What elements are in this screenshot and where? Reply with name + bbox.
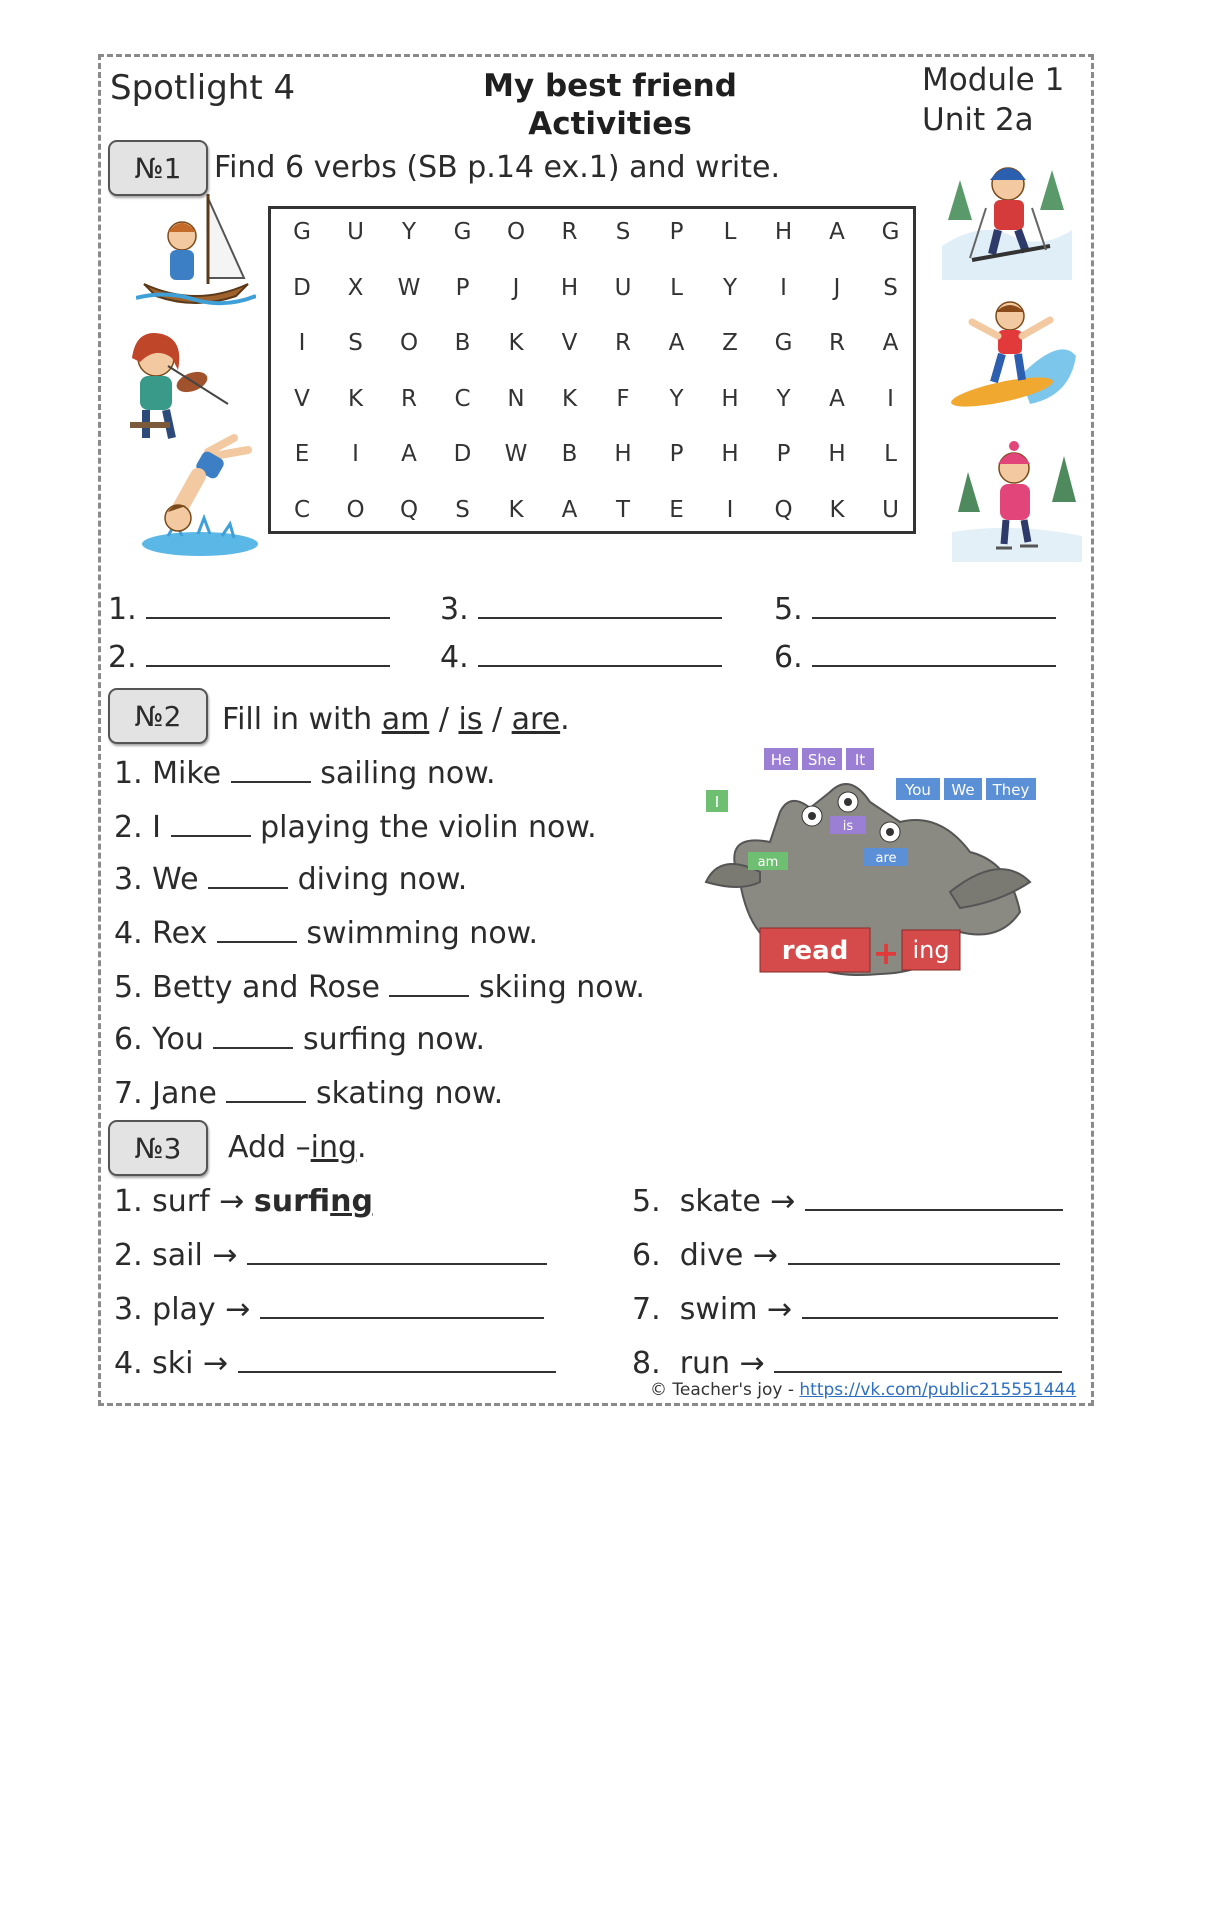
violin-girl-illustration	[106, 318, 236, 448]
task3-item[interactable]: 8. run →	[632, 1346, 1062, 1381]
grid-letter[interactable]: H	[774, 219, 793, 245]
grid-letter[interactable]: G	[453, 219, 472, 245]
grid-letter[interactable]: U	[614, 274, 632, 301]
task2-item[interactable]: 6. You surfing now.	[114, 1022, 486, 1057]
grid-letter[interactable]: S	[455, 496, 470, 523]
task1-answer-1[interactable]: 1.	[108, 592, 390, 627]
skating-girl-illustration	[952, 432, 1082, 562]
grid-letter[interactable]: H	[721, 441, 739, 467]
grid-letter[interactable]: H	[721, 385, 739, 412]
grid-letter[interactable]: U	[347, 219, 364, 245]
task1-badge: №1	[108, 140, 208, 196]
grid-letter[interactable]: K	[561, 385, 578, 412]
grid-letter[interactable]: I	[352, 441, 359, 467]
grid-letter[interactable]: K	[829, 496, 845, 523]
page-subtitle: Activities	[528, 106, 692, 142]
grid-letter[interactable]: T	[615, 496, 631, 523]
task2-item[interactable]: 7. Jane skating now.	[114, 1076, 504, 1111]
grid-letter[interactable]: C	[454, 385, 471, 412]
footer-link[interactable]: https://vk.com/public215551444	[799, 1380, 1077, 1400]
grid-letter[interactable]: J	[512, 274, 520, 301]
task1-answer-3[interactable]: 3.	[440, 592, 722, 627]
page-title: My best friend	[483, 68, 737, 104]
grid-letter[interactable]: W	[504, 441, 528, 467]
grid-letter[interactable]: X	[347, 274, 364, 301]
pronoun-we: We	[951, 781, 975, 799]
word-search-grid	[268, 206, 916, 534]
grid-letter[interactable]: L	[884, 441, 897, 467]
grid-letter[interactable]: V	[294, 385, 310, 412]
verb-are: are	[875, 851, 897, 866]
grid-letter[interactable]: Q	[774, 496, 793, 523]
pronoun-he: He	[770, 751, 792, 769]
pronoun-she: She	[807, 751, 837, 769]
task3-item[interactable]: 4. ski →	[114, 1346, 556, 1381]
grid-letter[interactable]: S	[348, 330, 363, 356]
grid-letter[interactable]: U	[882, 496, 899, 523]
verb-is: is	[842, 819, 854, 834]
task3-item[interactable]: 7. swim →	[632, 1292, 1058, 1327]
grid-letter[interactable]: I	[780, 274, 787, 301]
grid-letter[interactable]: A	[829, 385, 845, 412]
grid-letter[interactable]: C	[293, 496, 311, 523]
grid-letter[interactable]: R	[829, 330, 845, 356]
ending-ing: ing	[912, 936, 950, 964]
grid-letter[interactable]: S	[615, 219, 631, 245]
grid-letter[interactable]: I	[726, 496, 734, 523]
grid-letter[interactable]: A	[829, 219, 845, 245]
plus-sign: +	[872, 934, 900, 972]
grid-letter[interactable]: R	[401, 385, 417, 412]
grid-letter[interactable]: K	[508, 496, 524, 523]
grid-letter[interactable]: R	[561, 219, 578, 245]
grid-letter[interactable]: Z	[722, 330, 738, 356]
task1-answer-5[interactable]: 5.	[774, 592, 1056, 627]
task3-badge: №3	[108, 1120, 208, 1176]
task1-answer-2[interactable]: 2.	[108, 640, 390, 675]
sailing-boy-illustration	[136, 188, 256, 308]
copyright-footer: © Teacher's joy - https://vk.com/public215551444	[650, 1380, 1077, 1400]
grid-letter[interactable]: Q	[399, 496, 419, 523]
grid-letter[interactable]: O	[346, 496, 365, 523]
pronoun-you: You	[905, 781, 931, 799]
pronoun-it: It	[854, 751, 866, 769]
grid-letter[interactable]: E	[294, 441, 310, 467]
grid-letter[interactable]: Y	[722, 274, 738, 301]
grid-letter[interactable]: Y	[401, 219, 417, 245]
option-am: am	[381, 702, 430, 737]
course-label: Spotlight 4	[110, 68, 296, 108]
pronoun-i: I	[714, 793, 720, 811]
task3-item[interactable]: 5. skate →	[632, 1184, 1063, 1219]
grid-letter[interactable]: G	[881, 219, 900, 245]
task3-item[interactable]: 2. sail →	[114, 1238, 547, 1273]
grid-letter[interactable]: W	[397, 274, 421, 301]
grid-letter[interactable]: G	[293, 219, 311, 245]
option-is: is	[458, 702, 483, 737]
grid-letter[interactable]: A	[401, 441, 417, 467]
grid-letter[interactable]: P	[669, 441, 684, 467]
grid-letter[interactable]: H	[614, 441, 632, 467]
grid-letter[interactable]: I	[298, 330, 306, 356]
pronoun-they: They	[992, 781, 1030, 799]
task3-item[interactable]: 3. play →	[114, 1292, 544, 1327]
task2-item[interactable]: 3. We diving now.	[114, 862, 468, 897]
task1-answer-4[interactable]: 4.	[440, 640, 722, 675]
grid-letter[interactable]: H	[560, 274, 579, 301]
grid-letter[interactable]: B	[454, 330, 471, 356]
task2-instruction: Fill in with am / is / are.	[222, 702, 570, 737]
grid-letter[interactable]: O	[506, 219, 526, 245]
grid-letter[interactable]: A	[668, 330, 685, 356]
task1-instruction: Find 6 verbs (SB p.14 ex.1) and write.	[214, 150, 781, 185]
grid-letter[interactable]: Y	[669, 385, 684, 412]
grid-letter[interactable]: D	[293, 274, 311, 301]
verb-am: am	[757, 855, 779, 870]
grid-letter[interactable]: G	[774, 330, 793, 356]
grid-letter[interactable]: H	[828, 441, 846, 467]
skiing-boy-illustration	[942, 150, 1072, 280]
grid-letter[interactable]: E	[669, 496, 684, 523]
grid-letter[interactable]: N	[507, 385, 525, 412]
grid-letter[interactable]: I	[887, 385, 894, 412]
grid-letter[interactable]: B	[561, 441, 578, 467]
task2-item[interactable]: 4. Rex swimming now.	[114, 916, 538, 951]
task2-item[interactable]: 5. Betty and Rose skiing now.	[114, 970, 645, 1005]
grid-letter[interactable]: A	[561, 496, 578, 523]
grid-letter[interactable]: P	[669, 219, 684, 245]
grid-letter[interactable]: S	[883, 274, 898, 301]
word-read: read	[781, 936, 849, 966]
unit-label: Unit 2a	[922, 102, 1034, 138]
grid-letter[interactable]: O	[399, 330, 419, 356]
grid-letter[interactable]: L	[723, 219, 737, 245]
task3-example: 1. surf → surfing	[114, 1184, 374, 1219]
diving-boy-illustration	[138, 432, 278, 562]
task2-badge: №2	[108, 688, 208, 744]
grid-letter[interactable]: V	[561, 330, 578, 356]
task1-answer-6[interactable]: 6.	[774, 640, 1056, 675]
grid-letter[interactable]: K	[347, 385, 364, 412]
option-are: are	[511, 702, 561, 737]
grid-letter[interactable]: P	[455, 274, 470, 301]
task2-item[interactable]: 2. I playing the violin now.	[114, 810, 597, 845]
grid-letter[interactable]: Y	[776, 385, 791, 412]
task2-item[interactable]: 1. Mike sailing now.	[114, 756, 496, 791]
grid-letter[interactable]: J	[833, 274, 841, 301]
grid-letter[interactable]: R	[615, 330, 631, 356]
grid-letter[interactable]: L	[670, 274, 683, 301]
grid-letter[interactable]: K	[508, 330, 524, 356]
grid-letter[interactable]: A	[882, 330, 899, 356]
task3-instruction: Add –ing.	[228, 1130, 367, 1165]
grid-letter[interactable]: D	[453, 441, 472, 467]
grid-letter[interactable]: P	[776, 441, 791, 467]
grid-letter[interactable]: F	[616, 385, 630, 412]
task3-item[interactable]: 6. dive →	[632, 1238, 1060, 1273]
dragon-grammar-illustration	[700, 712, 1040, 1012]
module-label: Module 1	[922, 62, 1065, 98]
surfing-boy-illustration	[950, 296, 1080, 416]
